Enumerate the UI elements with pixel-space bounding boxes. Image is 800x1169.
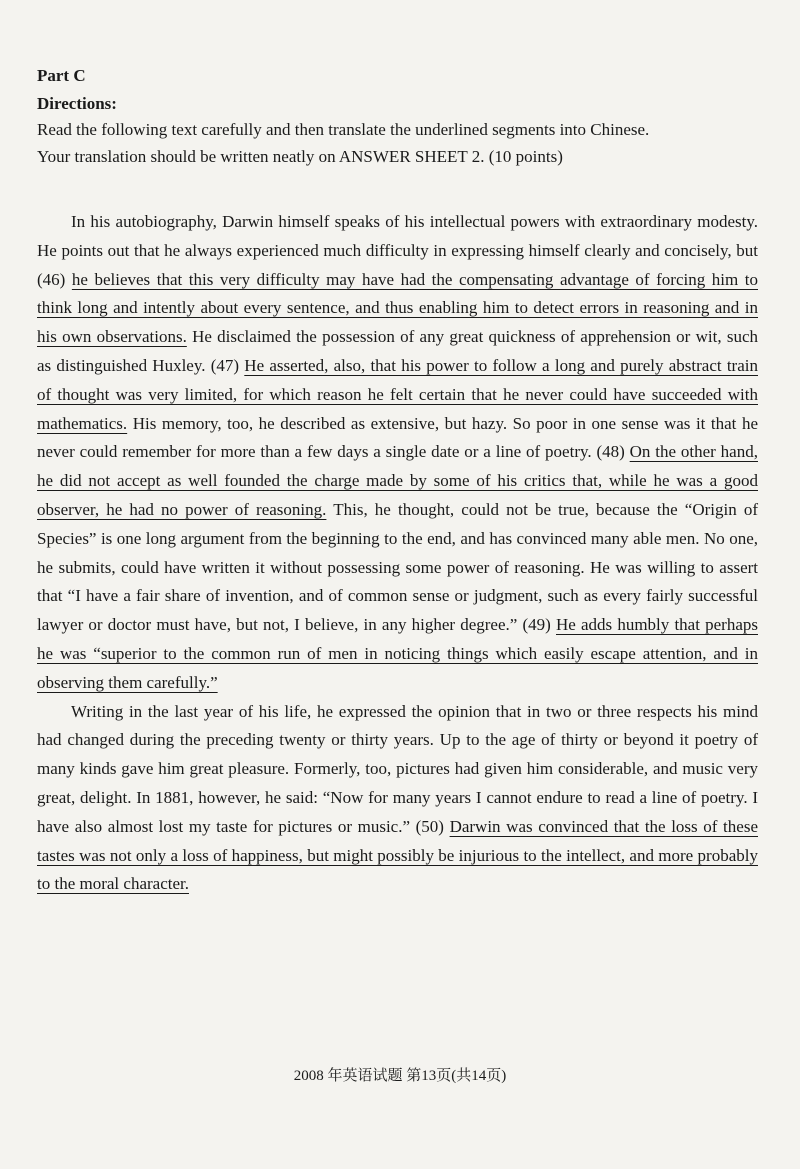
underlined-segment-46: he believes that this very difficulty may have had the compensating advantage of forcing him to think long and intently about every sentence, and thus enabling him to detect errors in reasoning and in his own observations.	[37, 269, 758, 347]
directions-text	[37, 116, 758, 170]
text-segment: He disclaimed the possession of any great quickness of apprehension or wit, such as distinguished Huxley. (47)	[37, 327, 759, 375]
underlined-segment-50: Darwin was convinced that the loss of these tastes was not only a loss of happiness, but might possibly be injurious to the intellect, and more probably to the moral character.	[37, 816, 758, 894]
directions-line-1: Read the following text carefully and then translate the underlined segments into Chinese.	[37, 120, 650, 139]
text-segment: His memory, too, he described as extensive, but hazy. So poor in one sense was it that he never could remember for more than a few days a single date or a line of poetry. (48)	[37, 413, 758, 462]
underlined-segment-49: He adds humbly that perhaps he was “superior to the common run of men in noticing things which easily escape attention, and in observing them carefully.”	[37, 615, 758, 692]
part-title: Part C	[37, 66, 86, 85]
passage-paragraph-2	[37, 698, 758, 900]
underlined-segment-48: On the other hand, he did not accept as well founded the charge made by some of his critics that, while he was a good observer, he had no power of reasoning.	[37, 442, 758, 519]
directions-line-2: Your translation should be written neatly on ANSWER SHEET 2. (10 points)	[37, 147, 563, 166]
text-segment: Writing in the last year of his life, he expressed the opinion that in two or three respects his mind had changed during the preceding twenty or thirty years. Up to the age of thirty or beyond it poetry of many kinds gave him great pleasure. Formerly, too, pictures had given him considerable, and music very great, delight. In 1881, however, he said: “Now for many years I cannot endure to read a line of poetry. I have also almost lost my taste for pictures or music.” (50)	[37, 701, 758, 836]
underlined-segment-47: He asserted, also, that his power to follow a long and purely abstract train of thought was very limited, for which reason he felt certain that he never could have succeeded with mathematics.	[37, 355, 758, 433]
text-segment: In his autobiography, Darwin himself speaks of his intellectual powers with extraordinary modesty. He points out that he always experienced much difficulty in expressing himself clearly and concisely, but (46)	[37, 212, 758, 289]
text-segment: This, he thought, could not be true, because the “Origin of Species” is one long argument from the beginning to the end, and has convinced many able men. No one, he submits, could have written it without possessing some power of reasoning. He was willing to assert that “I have a fair share of invention, and of common sense or judgment, such as every fairly successful lawyer or doctor must have, but not, I believe, in any higher degree.” (49)	[37, 499, 759, 635]
page-footer: 2008 年英语试题 第13页(共14页)	[293, 1068, 507, 1084]
directions-label: Directions:	[37, 94, 117, 113]
passage-paragraph-1	[37, 208, 758, 698]
passage	[37, 208, 758, 899]
